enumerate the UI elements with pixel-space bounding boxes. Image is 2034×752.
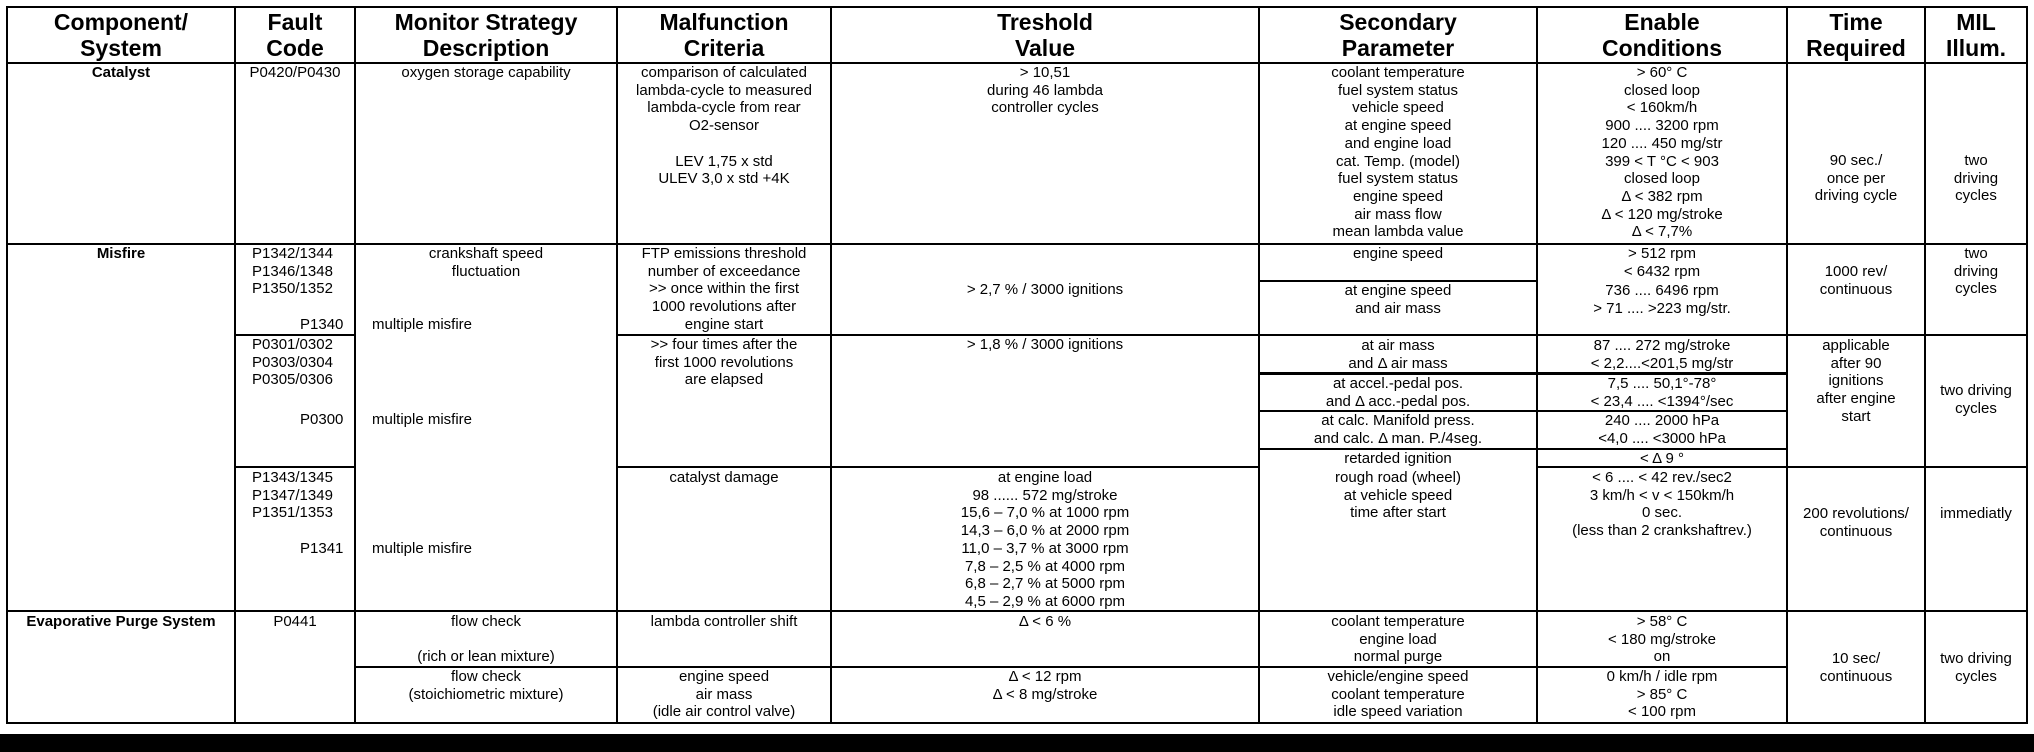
header-component-system: Component/ System bbox=[53, 9, 189, 61]
misfire-threshold-c: at engine load 98 ...... 572 mg/stroke 15,6 – 7,0 % at 1000 rpm 14,3 – 6,0 % at 2000 rpm 11,0 – 3,7 % at 3000 rpm 7,8 – 2,5 % at 4000 rpm 6,8 – 2,7 % at 5000 rpm 4,5 – 2,9 % at 6000 rpm bbox=[960, 469, 1130, 610]
evap-mil: two driving cycles bbox=[1940, 650, 2012, 685]
catalyst-strategy: oxygen storage capability bbox=[401, 64, 571, 81]
misfire-secondary-b1: at air mass and Δ air mass bbox=[1348, 337, 1448, 372]
misfire-mil-a: two driving cycles bbox=[1953, 245, 1999, 298]
misfire-mil-c: immediatly bbox=[1940, 505, 2012, 522]
misfire-time-c: 200 revolutions/ continuous bbox=[1803, 505, 1909, 540]
misfire-secondary-a1: engine speed bbox=[1352, 245, 1444, 262]
misfire-threshold-b: > 1,8 % / 3000 ignitions bbox=[966, 336, 1124, 353]
misfire-threshold-a: > 2,7 % / 3000 ignitions bbox=[966, 281, 1124, 298]
misfire-enable-b4: < Δ 9 ° bbox=[1640, 450, 1684, 467]
row-divider bbox=[234, 466, 356, 468]
header-monitor-strategy: Monitor Strategy Description bbox=[394, 9, 578, 61]
catalyst-criteria: comparison of calculated lambda-cycle to measured lambda-cycle from rear O2-sensor LEV 1,75 x std ULEV 3,0 x std +4K bbox=[636, 64, 812, 188]
misfire-code-c2: P1341 bbox=[300, 540, 344, 557]
header-mil-illum: MIL Illum. bbox=[1945, 9, 2007, 61]
misfire-criteria-b: >> four times after the first 1000 revolutions are elapsed bbox=[650, 336, 798, 389]
evap-threshold-a: Δ < 6 % bbox=[1018, 613, 1072, 630]
misfire-codes-c: P1343/1345 P1347/1349 P1351/1353 bbox=[252, 469, 333, 522]
table-border-bottom bbox=[6, 722, 2028, 724]
row-divider bbox=[616, 466, 1260, 468]
misfire-strategy-multi-a: multiple misfire bbox=[372, 316, 473, 333]
header-enable-conditions: Enable Conditions bbox=[1601, 9, 1723, 61]
evap-strategy-b: flow check (stoichiometric mixture) bbox=[408, 668, 564, 703]
misfire-secondary-b2: at accel.-pedal pos. and Δ acc.-pedal pos. bbox=[1325, 375, 1471, 410]
evap-secondary-a: coolant temperature engine load normal purge bbox=[1331, 613, 1465, 666]
header-time-required: Time Required bbox=[1806, 9, 1906, 61]
catalyst-time: 90 sec./ once per driving cycle bbox=[1814, 152, 1898, 205]
evap-strategy-a: flow check (rich or lean mixture) bbox=[417, 613, 555, 666]
evap-criteria-b: engine speed air mass (idle air control valve) bbox=[652, 668, 796, 721]
misfire-enable-b2: 7,5 .... 50,1°-78° < 23,4 .... <1394°/sec bbox=[1590, 375, 1734, 410]
evap-secondary-b: vehicle/engine speed coolant temperature idle speed variation bbox=[1327, 668, 1469, 721]
misfire-time-b: applicable after 90 ignitions after engine start bbox=[1816, 337, 1896, 425]
evap-threshold-b: Δ < 12 rpm Δ < 8 mg/stroke bbox=[992, 668, 1098, 703]
header-secondary-parameter: Secondary Parameter bbox=[1339, 9, 1457, 61]
catalyst-enable: > 60° C closed loop < 160km/h 900 .... 3200 rpm 120 .... 450 mg/str 399 < T °C < 903 closed loop Δ < 382 rpm Δ < 120 mg/stroke Δ < 7,7% bbox=[1601, 64, 1723, 241]
catalyst-secondary: coolant temperature fuel system status vehicle speed at engine speed and engine load cat. Temp. (model) fuel system status engine speed air mass flow mean lambda value bbox=[1331, 64, 1465, 241]
misfire-mil-b: two driving cycles bbox=[1940, 382, 2012, 417]
header-malfunction-criteria: Malfunction Criteria bbox=[659, 9, 789, 61]
misfire-strategy-multi-b: multiple misfire bbox=[372, 411, 473, 428]
misfire-criteria-a: FTP emissions threshold number of exceedance >> once within the first 1000 revolutions after engine start bbox=[641, 245, 807, 333]
evap-component: Evaporative Purge System bbox=[26, 613, 216, 630]
misfire-enable-b1: 87 .... 272 mg/stroke < 2,2....<201,5 mg/str bbox=[1590, 337, 1734, 372]
misfire-time-a: 1000 rev/ continuous bbox=[1819, 263, 1893, 298]
misfire-criteria-c: catalyst damage bbox=[669, 469, 779, 486]
misfire-enable-a2: 736 .... 6496 rpm > 71 .... >223 mg/str. bbox=[1593, 282, 1731, 317]
misfire-code-b2: P0300 bbox=[300, 411, 344, 428]
evap-fault-code: P0441 bbox=[273, 613, 317, 630]
misfire-secondary-c: rough road (wheel) at vehicle speed time after start bbox=[1335, 469, 1461, 522]
table-border-right bbox=[2026, 6, 2028, 724]
table-border-top bbox=[6, 6, 2028, 8]
header-threshold-value: Treshold Value bbox=[997, 9, 1093, 61]
misfire-enable-c: < 6 .... < 42 rev./sec2 3 km/h < v < 150km/h 0 sec. (less than 2 crankshaftrev.) bbox=[1572, 469, 1752, 540]
header-fault-code: Fault Code bbox=[266, 9, 324, 61]
misfire-strategy-a: crankshaft speed fluctuation bbox=[428, 245, 544, 280]
misfire-codes-a: P1342/1344 P1346/1348 P1350/1352 bbox=[252, 245, 333, 298]
misfire-secondary-a2: at engine speed and air mass bbox=[1344, 282, 1452, 317]
misfire-strategy-multi-c: multiple misfire bbox=[372, 540, 473, 557]
misfire-secondary-b3: at calc. Manifold press. and calc. Δ man. P./4seg. bbox=[1313, 412, 1483, 447]
evap-time: 10 sec/ continuous bbox=[1819, 650, 1893, 685]
evap-enable-a: > 58° C < 180 mg/stroke on bbox=[1608, 613, 1716, 666]
misfire-enable-a1: > 512 rpm < 6432 rpm bbox=[1623, 245, 1701, 280]
catalyst-fault-code: P0420/P0430 bbox=[249, 64, 341, 81]
misfire-codes-b: P0301/0302 P0303/0304 P0305/0306 bbox=[252, 336, 333, 389]
misfire-component: Misfire bbox=[96, 245, 146, 262]
misfire-secondary-b4: retarded ignition bbox=[1344, 450, 1452, 467]
catalyst-mil: two driving cycles bbox=[1953, 152, 1999, 205]
evap-criteria-a: lambda controller shift bbox=[650, 613, 798, 630]
catalyst-component: Catalyst bbox=[91, 64, 151, 81]
col-divider bbox=[1924, 6, 1926, 724]
evap-enable-b: 0 km/h / idle rpm > 85° C < 100 rpm bbox=[1606, 668, 1718, 721]
misfire-code-a2: P1340 bbox=[300, 316, 344, 333]
catalyst-threshold: > 10,51 during 46 lambda controller cycles bbox=[987, 64, 1103, 117]
bottom-bar bbox=[0, 734, 2034, 752]
misfire-enable-b3: 240 .... 2000 hPa <4,0 .... <3000 hPa bbox=[1598, 412, 1726, 447]
